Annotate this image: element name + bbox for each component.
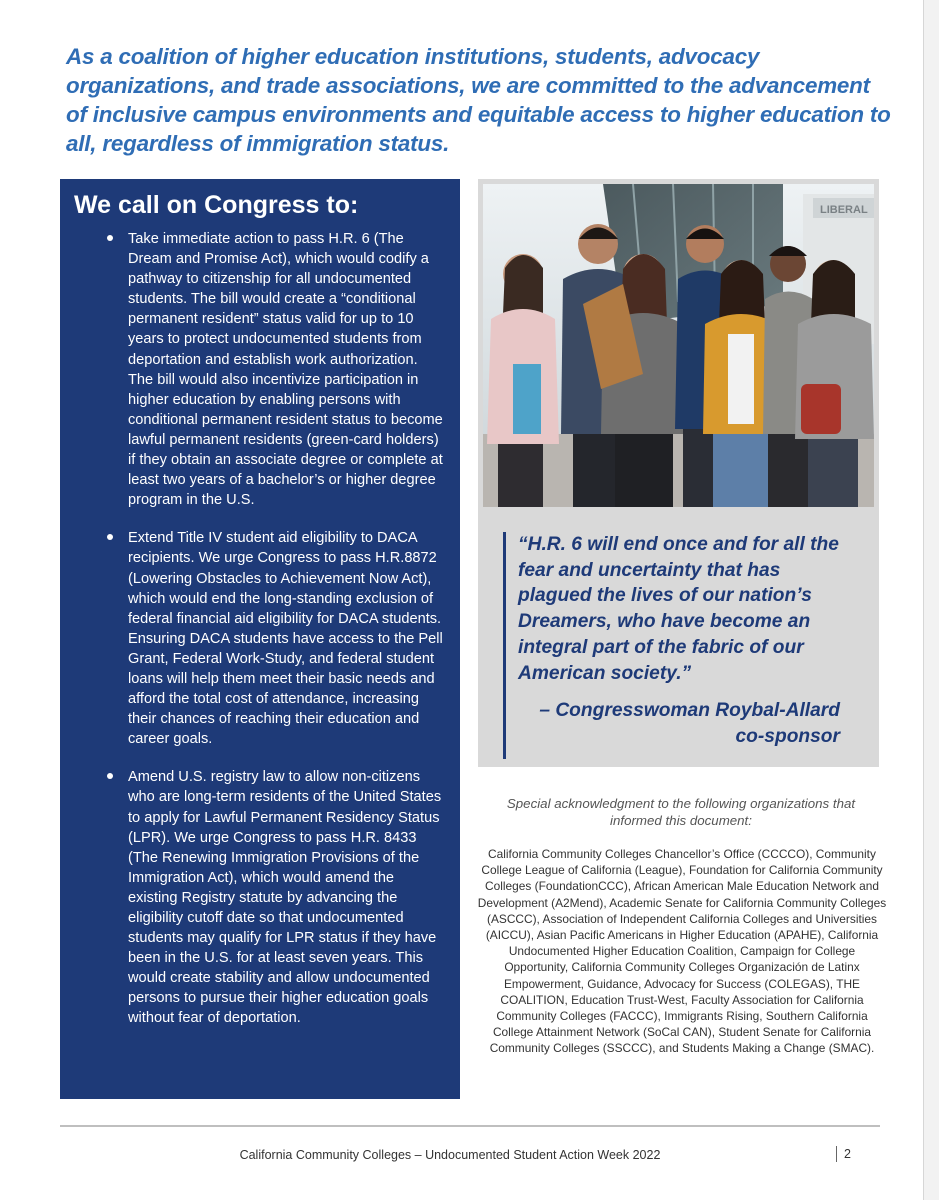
list-item-text: Amend U.S. registry law to allow non-citizens who are long-term residents of the United States to apply for Lawful Permanent Residency Status (LPR). We urge Congress to pass H.R. 8433 (The Renewing Immigration Provisions of the Immigration Act), which would amend the existing Registry statute by advancing the eligibility cutoff date so that undocumented students may qualify for LPR status if they have been in the U.S. for at least seven years. This would create stability and allow undocumented persons to pursue their higher education goals without fear of deportation. [128,769,442,1027]
footer-text: California Community Colleges – Undocumented Student Action Week 2022 [239,1148,661,1162]
quote-author-name: – Congresswoman Roybal-Allard [539,700,840,721]
quote-accent-bar [503,532,506,759]
acknowledgment-title: Special acknowledgment to the following organizations that informed this document: [506,796,856,828]
acknowledgment-organizations: California Community Colleges Chancellor’s Office (CCCCO), Community College League of California (League), Foundation for California Community Colleges (FoundationCCC), African American Male Education Network and Development (A2Mend), Academic Senate for California Community Colleges (ASCCC), Association of Independent California Colleges and Universities (AICCU), Asian Pacific Americans in Higher Education (APAHE), California Undocumented Higher Education Coalition, Campaign for College Opportunity, California Community Colleges Organización de Latinx Empowerment, Guidance, Advocacy for Success (COLEGAS), THE COALITION, Education Trust-West, Faculty Association for California Community Colleges (FACCC), Immigrants Rising, Southern California College Attainment Network (SoCal CAN), Student Senate for California Community Colleges (SSCCC), and Students Making a Change (SMAC). [477,847,887,1056]
bullet-icon [107,235,113,241]
list-item-text: Extend Title IV student aid eligibility to DACA recipients. We urge Congress to pass H.R.8872 (Lowering Obstacles to Achievement Now Act), which would end the long-standing exclusion of federal financial aid eligibility for DACA students. Ensuring DACA students have access to the Pell Grant, Federal Work-Study, and federal student loans will help them meet their basic needs and afford the total cost of attendance, increasing their chances of reaching their education and career goals. [128,530,443,748]
student-group-illustration [483,184,874,507]
intro-statement: As a coalition of higher education institutions, students, advocacy organizations, and trade associations, we are committed to the advancement of inclusive campus environments and equitable access to higher education to all, regardless of immigration status. [66,44,891,156]
page-number: 2 [836,1146,851,1162]
call-to-congress-title: We call on Congress to: [74,191,359,219]
footer-divider [60,1125,880,1127]
list-item [74,229,446,510]
list-item [74,767,446,1028]
bullet-icon [107,534,113,540]
list-item-text: Take immediate action to pass H.R. 6 (The Dream and Promise Act), which would codify a pathway to citizenship for all undocumented students. The bill would create a “conditional permanent resident” status valid for up to 10 years to protect undocumented students from deportation and establish work authorization. The bill would also incentivize participation in higher education by enabling persons with conditional permanent resident status to become lawful permanent residents (green-card holders) if they obtain an associate degree or complete at least two years of a bachelor’s or higher degree program in the U.S. [128,231,443,509]
quote-text: “H.R. 6 will end once and for all the fear and uncertainty that has plagued the lives of our nation’s Dreamers, who have become an integral part of the fabric of our American society.” [518,534,839,684]
list-item [74,528,446,749]
call-to-congress-panel [60,179,460,1099]
call-to-congress-list [74,229,446,1029]
quote-panel [478,512,879,767]
building-sign-text: LIBERAL [820,204,868,216]
quote-author-role: co-sponsor [735,725,840,747]
quote-attribution [539,698,840,749]
bullet-icon [107,773,113,779]
student-group-photo [478,179,879,512]
